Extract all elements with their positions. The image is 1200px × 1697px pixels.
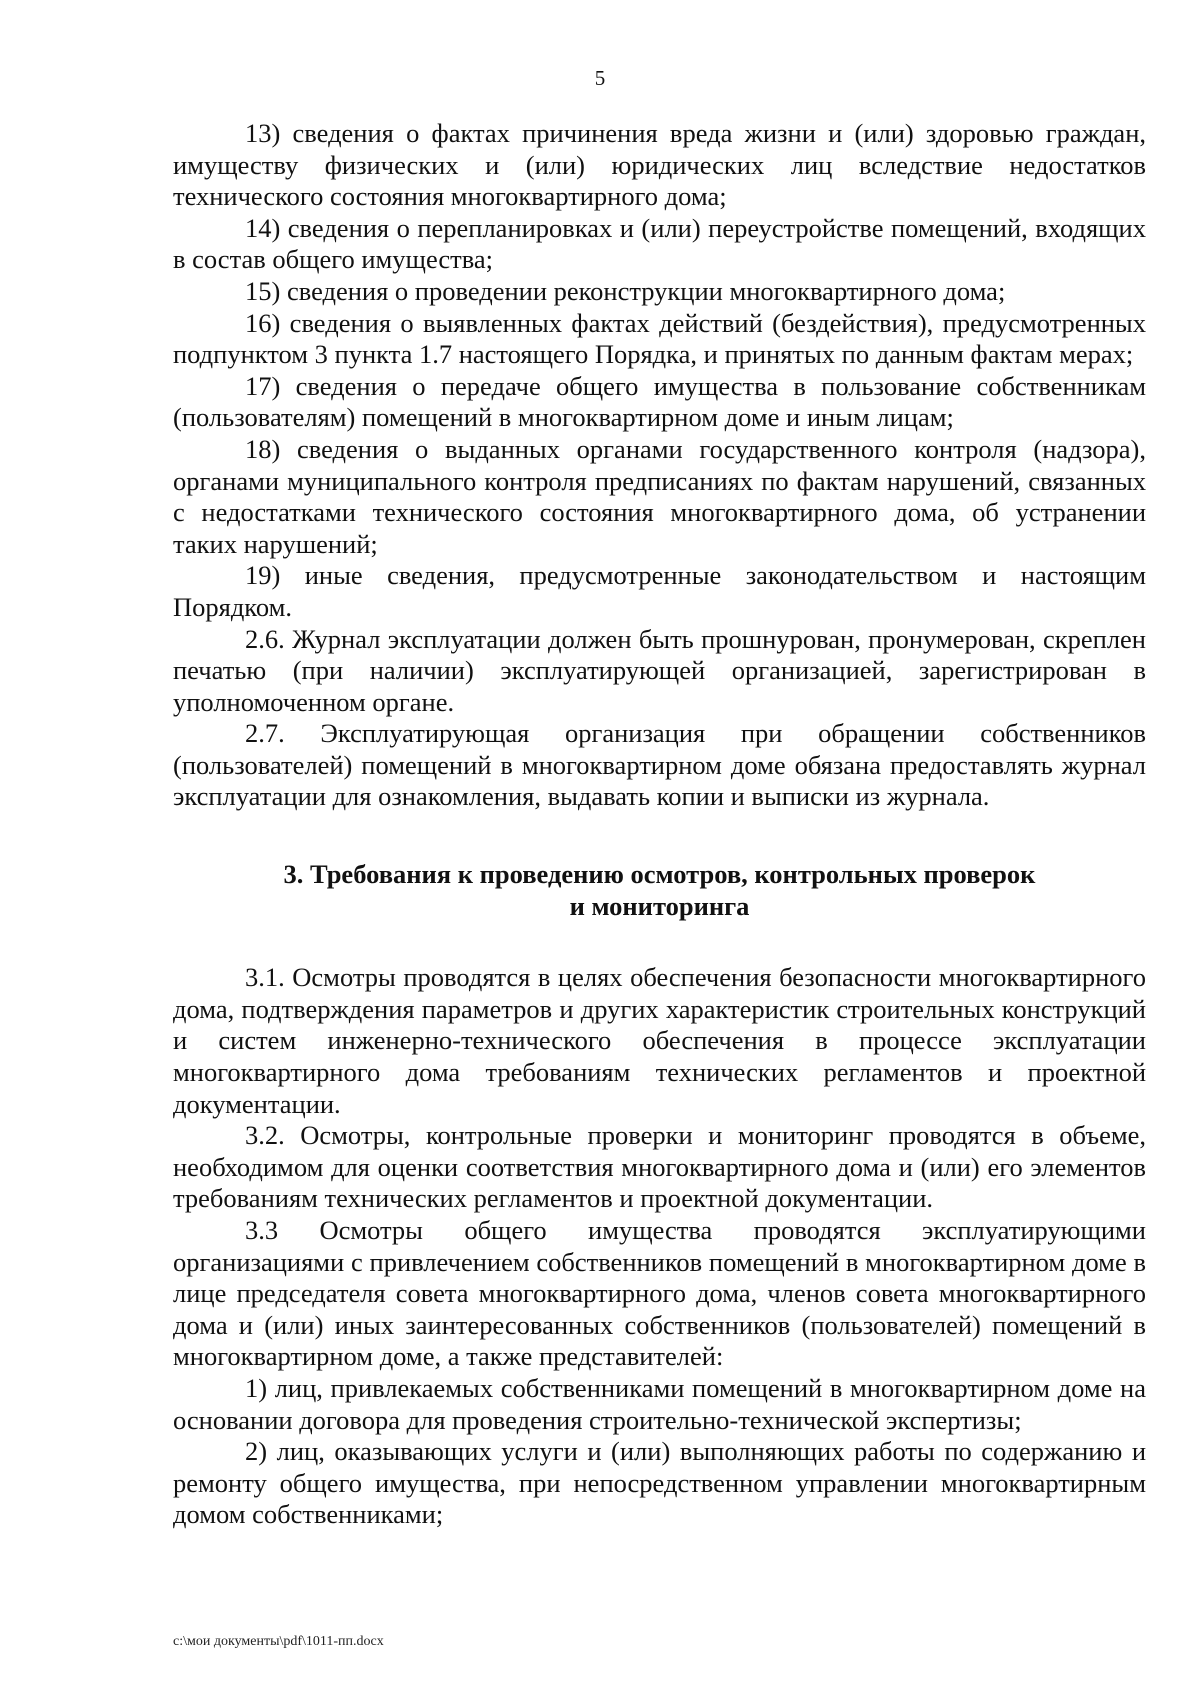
paragraph-sub-1: 1) лиц, привлекаемых собственниками помещений в многоквартирном доме на основании договора для проведения строительно-технической экспертизы; xyxy=(173,1372,1146,1435)
paragraph-item-16: 16) сведения о выявленных фактах действий (бездействия), предусмотренных подпунктом 3 пункта 1.7 настоящего Порядка, и принятых по данным фактам мерах; xyxy=(173,307,1146,370)
paragraph-3-2: 3.2. Осмотры, контрольные проверки и мониторинг проводятся в объеме, необходимом для оценки соответствия многоквартирного дома и (или) его элементов требованиям технических регламентов и проектной документации. xyxy=(173,1120,1146,1214)
paragraph-item-15: 15) сведения о проведении реконструкции многоквартирного дома; xyxy=(245,275,1006,306)
footer-file-path: c:\мои документы\pdf\1011-пп.docx xyxy=(173,1634,384,1649)
paragraph-2-6: 2.6. Журнал эксплуатации должен быть прошнурован, пронумерован, скреплен печатью (при наличии) эксплуатирующей организацией, зарегистрирован в уполномоченном органе. xyxy=(173,623,1146,717)
section-title xyxy=(173,859,1146,922)
paragraph-item-13: 13) сведения о фактах причинения вреда жизни и (или) здоровью граждан, имуществу физических и (или) юридических лиц вследствие недостатков технического состояния многоквартирного дома; xyxy=(173,118,1146,212)
paragraph-2-7: 2.7. Эксплуатирующая организация при обращении собственников (пользователей) помещений в многоквартирном доме обязана предоставлять журнал эксплуатации для ознакомления, выдавать копии и выписки из журнала. xyxy=(173,718,1146,812)
paragraph-3-1: 3.1. Осмотры проводятся в целях обеспечения безопасности многоквартирного дома, подтверждения параметров и других характеристик строительных конструкций и систем инженерно-технического обеспечения в процессе эксплуатации многоквартирного дома требованиям технических регламентов и проектной документации. xyxy=(173,962,1146,1119)
paragraph-sub-2: 2) лиц, оказывающих услуги и (или) выполняющих работы по содержанию и ремонту общего имущества, при непосредственном управлении многоквартирным домом собственниками; xyxy=(173,1436,1146,1530)
paragraph-item-18: 18) сведения о выданных органами государственного контроля (надзора), органами муниципального контроля предписаниях по фактам нарушений, связанных с недостатками технического состояния многоквартирного дома, об устранении таких нарушений; xyxy=(173,433,1146,559)
paragraph-3-3: 3.3 Осмотры общего имущества проводятся эксплуатирующими организациями с привлечением собственников помещений в многоквартирном доме в лице председателя совета многоквартирного дома, членов совета многоквартирного дома и (или) иных заинтересованных собственников (пользователей) помещений в многоквартирном доме, а также представителей: xyxy=(173,1215,1146,1372)
paragraph-item-17: 17) сведения о передаче общего имущества в пользование собственникам (пользователям) помещений в многоквартирном доме и иным лицам; xyxy=(173,370,1146,433)
page-number: 5 xyxy=(594,66,606,90)
paragraph-item-19: 19) иные сведения, предусмотренные законодательством и настоящим Порядком. xyxy=(173,560,1146,622)
section-title-line-1: 3. Требования к проведению осмотров, контрольных проверок xyxy=(283,859,1036,890)
section-title-line-2: и мониторинга xyxy=(569,890,750,921)
paragraph-item-14: 14) сведения о перепланировках и (или) переустройстве помещений, входящих в состав общего имущества; xyxy=(173,212,1146,275)
document-body xyxy=(173,118,1146,1531)
